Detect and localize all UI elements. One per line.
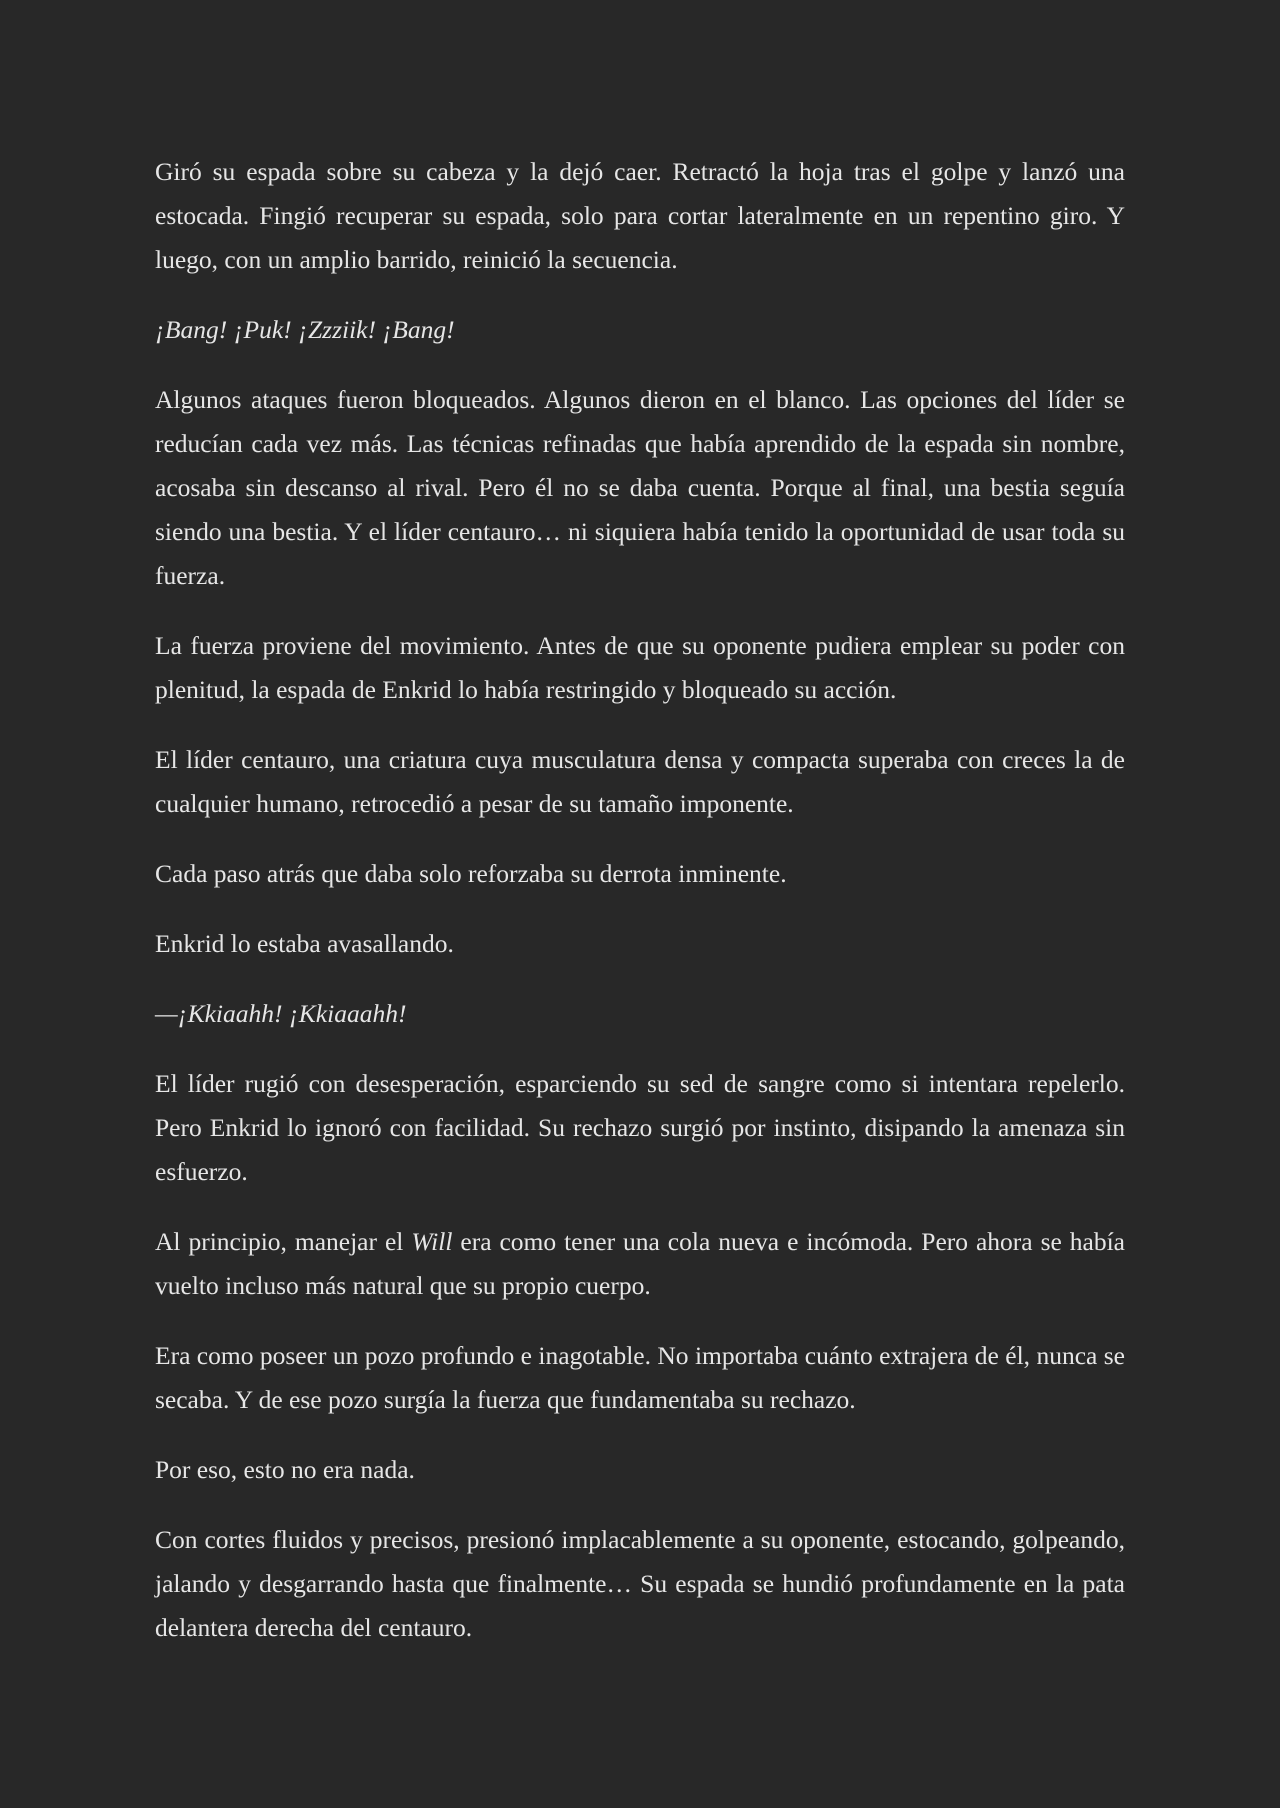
will-emphasis: Will [411,1227,453,1256]
paragraph-4: La fuerza proviene del movimiento. Antes de que su oponente pudiera emplear su poder con plenitud, la espada de Enkrid lo había restringido y bloqueado su acción. [155,631,1125,704]
paragraph-12: Por eso, esto no era nada. [155,1455,415,1484]
paragraph-7: Enkrid lo estaba avasallando. [155,929,454,958]
scream-line: —¡Kkiaahh! ¡Kkiaaahh! [155,999,407,1028]
paragraph-3: Algunos ataques fueron bloqueados. Algunos dieron en el blanco. Las opciones del líder se reducían cada vez más. Las técnicas refinadas que había aprendido de la espada sin nombre, acosaba sin descanso al rival. Pero él no se daba cuenta. Porque al final, una bestia seguía siendo una bestia. Y el líder centauro… ni siquiera había tenido la oportunidad de usar toda su fuerza. [155,385,1125,590]
paragraph-1: Giró su espada sobre su cabeza y la dejó caer. Retractó la hoja tras el golpe y lanzó una estocada. Fingió recuperar su espada, solo para cortar lateralmente en un repentino giro. Y luego, con un amplio barrido, reinició la secuencia. [155,157,1125,274]
paragraph-13: Con cortes fluidos y precisos, presionó implacablemente a su oponente, estocando, golpeando, jalando y desgarrando hasta que finalmente… Su espada se hundió profundamente en la pata delantera derecha del centauro. [155,1525,1125,1642]
sound-effects-line: ¡Bang! ¡Puk! ¡Zzziik! ¡Bang! [155,315,455,344]
paragraph-10-after: era como tener una cola nueva e incómoda. Pero ahora se había vuelto incluso más natural que su propio cuerpo. [155,1227,1125,1300]
paragraph-11: Era como poseer un pozo profundo e inagotable. No importaba cuánto extrajera de él, nunca se secaba. Y de ese pozo surgía la fuerza que fundamentaba su rechazo. [155,1341,1125,1414]
paragraph-10-before: Al principio, manejar el [155,1227,412,1256]
paragraph-5: El líder centauro, una criatura cuya musculatura densa y compacta superaba con creces la de cualquier humano, retrocedió a pesar de su tamaño imponente. [155,745,1125,818]
paragraph-9: El líder rugió con desesperación, esparciendo su sed de sangre como si intentara repelerlo. Pero Enkrid lo ignoró con facilidad. Su rechazo surgió por instinto, disipando la amenaza sin esfuerzo. [155,1069,1125,1186]
text-column [155,150,1125,1650]
paragraph-10 [155,1220,1125,1308]
paragraph-6: Cada paso atrás que daba solo reforzaba su derrota inminente. [155,859,787,888]
